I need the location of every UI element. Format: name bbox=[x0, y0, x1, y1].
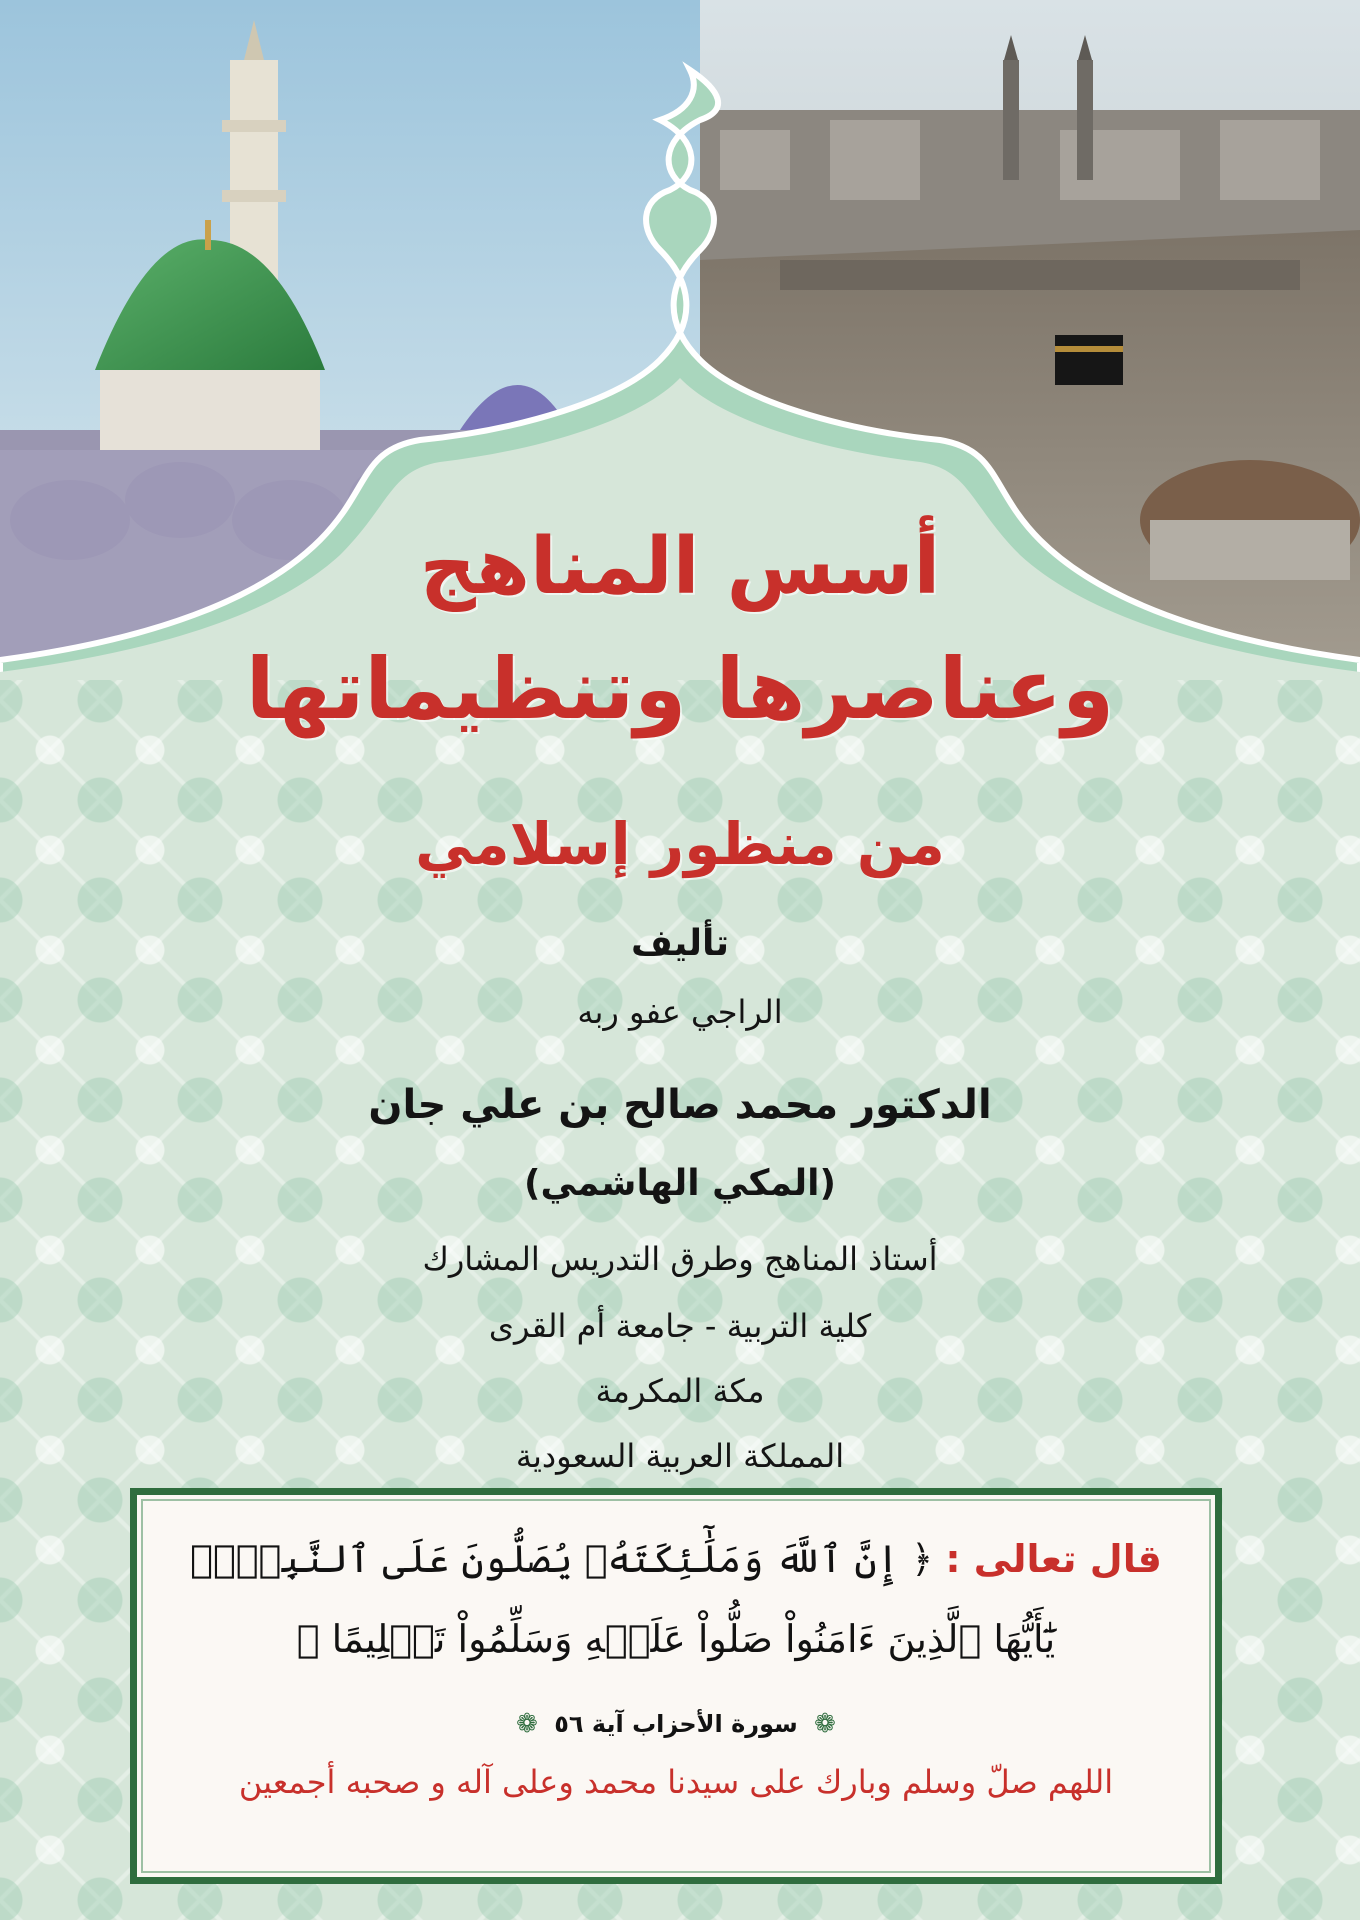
author-name: الدكتور محمد صالح بن علي جان bbox=[368, 1082, 992, 1128]
blessing-text: اللهم صلّ وسلم وبارك على سيدنا محمد وعلى آله و صحبه أجمعين bbox=[238, 1763, 1114, 1801]
verse-text-2: يَٰٓأَيُّهَا ٱلَّذِينَ ءَامَنُواْ صَلُّواْ عَلَيۡهِ وَسَلِّمُواْ تَسۡلِيمًا ﴾ bbox=[296, 1617, 1056, 1661]
author-humble-phrase: الراجي عفو ربه bbox=[577, 993, 783, 1031]
author-country: المملكة العربية السعودية bbox=[515, 1437, 845, 1475]
author-college: كلية التربية - جامعة أم القرى bbox=[488, 1307, 872, 1345]
book-subtitle: من منظور إسلامي bbox=[415, 810, 945, 878]
ornament-icon: ❁ bbox=[516, 1709, 538, 1739]
verse-reference-text: سورة الأحزاب آية ٥٦ bbox=[554, 1710, 798, 1738]
quran-verse-frame bbox=[130, 1488, 1222, 1884]
author-city: مكة المكرمة bbox=[595, 1372, 765, 1410]
author-lineage: (المكي الهاشمي) bbox=[524, 1163, 836, 1204]
book-title-line-1: أسس المناهج bbox=[419, 522, 941, 612]
verse-intro: قال تعالى : bbox=[945, 1537, 1162, 1581]
author-label: تأليف bbox=[630, 923, 730, 964]
book-title-line-2: وعناصرها وتنظيماتها bbox=[245, 640, 1115, 738]
verse-line-1 bbox=[167, 1537, 1185, 1581]
author-position: أستاذ المناهج وطرق التدريس المشارك bbox=[422, 1240, 938, 1278]
verse-reference bbox=[167, 1709, 1185, 1739]
verse-text-1: ﴿ إِنَّ ٱللَّهَ وَمَلَٰٓئِكَتَهُۥ يُصَلُّونَ عَلَى ٱلنَّبِيِّۚ bbox=[190, 1537, 934, 1581]
ornament-icon: ❁ bbox=[814, 1709, 836, 1739]
